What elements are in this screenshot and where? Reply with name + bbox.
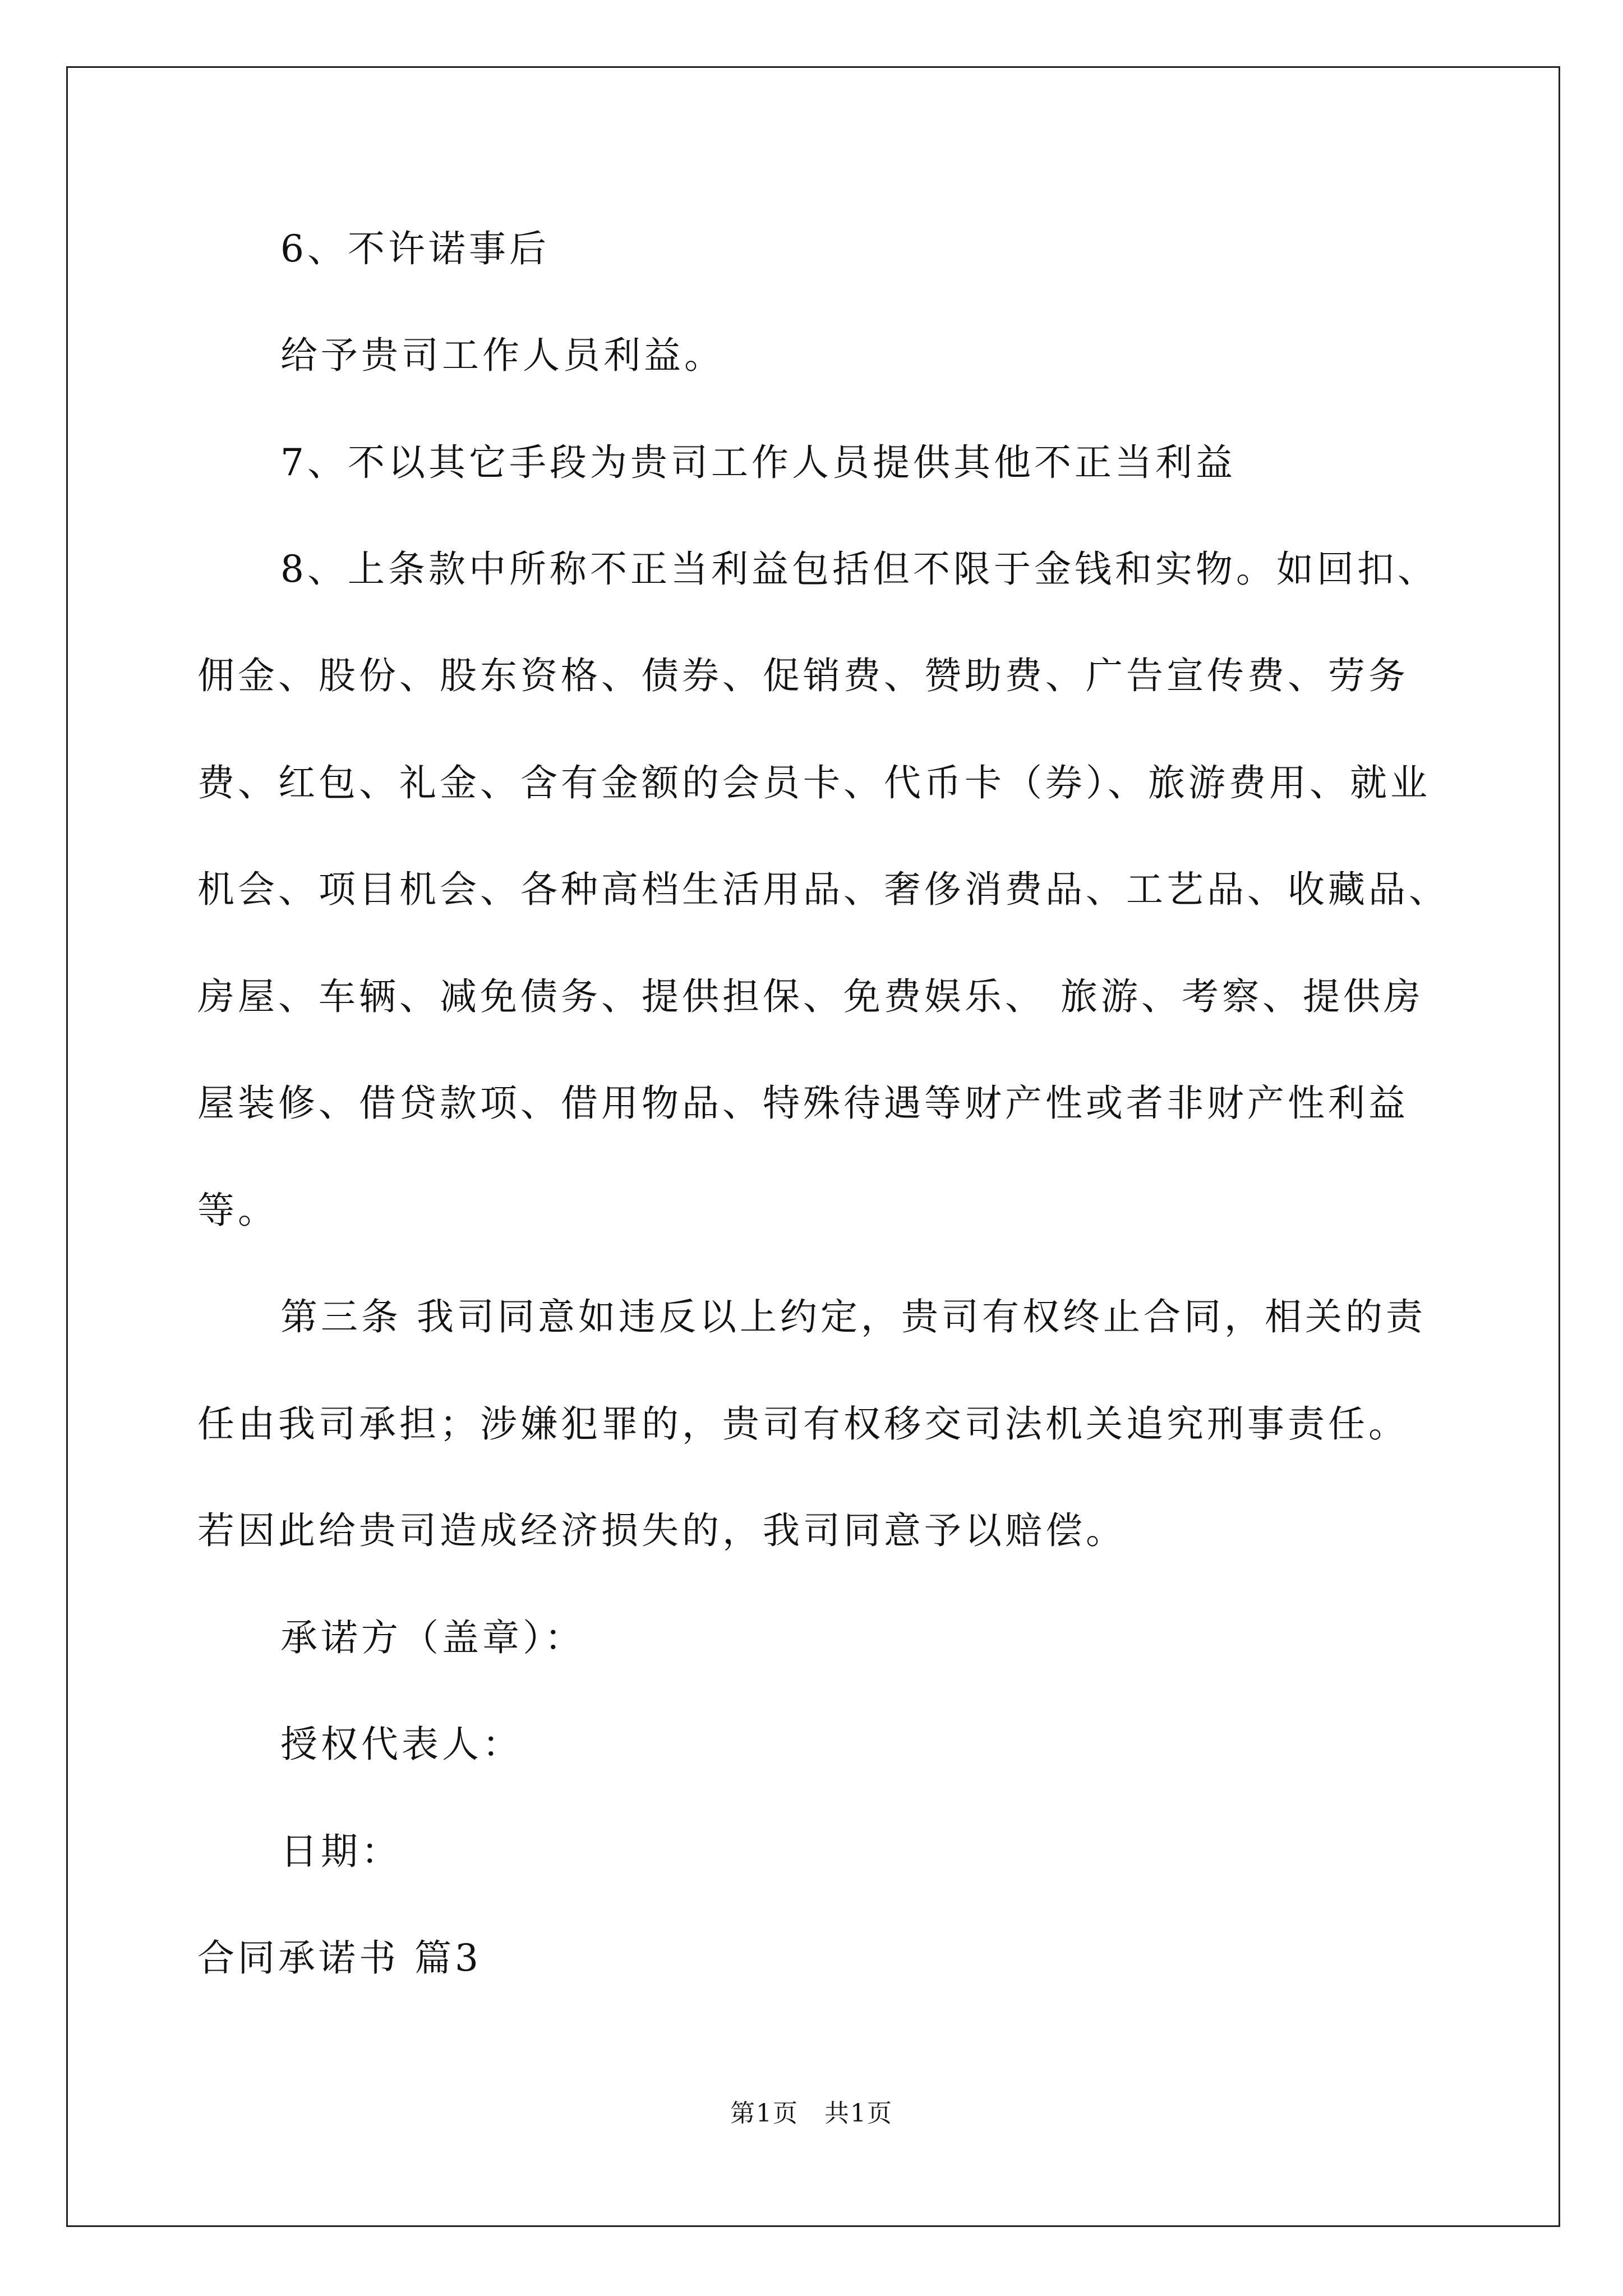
authorized-representative-line: 授权代表人： xyxy=(280,1723,523,1766)
page-footer: 第1页 共1页 xyxy=(730,2099,893,2128)
section-heading: 合同承诺书 篇3 xyxy=(197,1936,482,1980)
item-8-line-4: 机会、项目机会、各种高档生活用品、奢侈消费品、工艺品、收藏品、 xyxy=(197,868,1449,911)
promisor-seal-line: 承诺方（盖章）： xyxy=(280,1616,585,1659)
item-6-continuation: 给予贵司工作人员利益。 xyxy=(280,334,725,377)
date-line: 日期： xyxy=(280,1830,402,1873)
item-8-line-3: 费、红包、礼金、含有金额的会员卡、代币卡（券）、旅游费用、就业 xyxy=(197,761,1431,804)
item-8-line-1: 8、上条款中所称不正当利益包括但不限于金钱和实物。如回扣、 xyxy=(280,547,1438,591)
item-8-line-2: 佣金、股份、股东资格、债券、促销费、赞助费、广告宣传费、劳务 xyxy=(197,654,1409,697)
article-3-line-1: 第三条 我司同意如违反以上约定，贵司有权终止合同，相关的责 xyxy=(280,1295,1426,1338)
item-8-line-7: 等。 xyxy=(197,1189,278,1232)
item-8-line-5: 房屋、车辆、减免债务、提供担保、免费娱乐、 旅游、考察、提供房 xyxy=(197,975,1424,1018)
article-3-line-2: 任由我司承担；涉嫌犯罪的，贵司有权移交司法机关追究刑事责任。 xyxy=(197,1402,1409,1446)
item-7-line: 7、不以其它手段为贵司工作人员提供其他不正当利益 xyxy=(280,441,1236,484)
page-border xyxy=(66,66,1560,2227)
item-6-line: 6、不许诺事后 xyxy=(280,227,550,270)
article-3-line-3: 若因此给贵司造成经济损失的，我司同意予以赔偿。 xyxy=(197,1509,1126,1552)
item-8-line-6: 屋装修、借贷款项、借用物品、特殊待遇等财产性或者非财产性利益 xyxy=(197,1082,1409,1125)
